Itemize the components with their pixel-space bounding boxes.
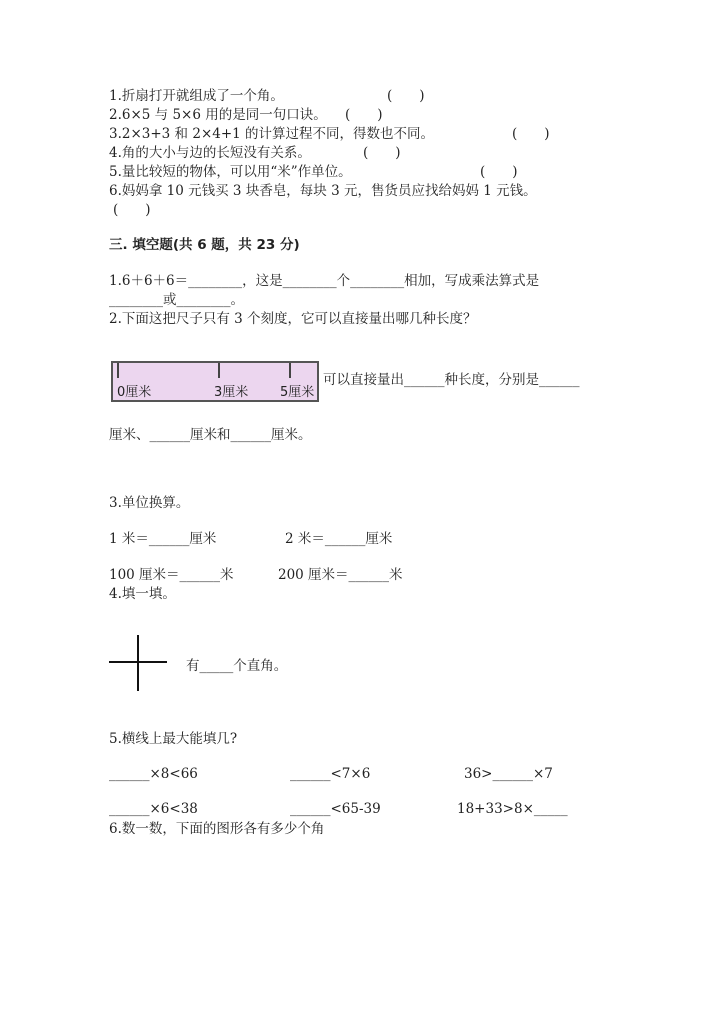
fill-q5-a: ______×8<66 xyxy=(109,766,198,782)
fill-q6: 6.数一数，下面的图形各有多少个角 xyxy=(109,821,325,837)
fill-q5-b: ______<7×6 xyxy=(290,766,371,782)
fill-q1-line1: 1.6＋6＋6＝________，这是________个________相加，写成乘法算式是 xyxy=(109,273,540,289)
fill-q5-c: 36>______×7 xyxy=(464,766,553,782)
judge-q5: 5.量比较短的物体，可以用“米”作单位。 xyxy=(109,164,352,180)
fill-q5-e: ______<65-39 xyxy=(290,801,381,817)
cross-vertical-line xyxy=(137,635,139,691)
fill-q5-f: 18+33>8×_____ xyxy=(457,801,568,817)
judge-q2: 2.6×5 与 5×6 用的是同一句口诀。 xyxy=(109,107,327,123)
ruler-label: 5厘米 xyxy=(280,385,315,400)
ruler-label: 3厘米 xyxy=(214,385,249,400)
fill-q4-text: 有_____个直角。 xyxy=(186,658,288,674)
judge-q1: 1.折扇打开就组成了一个角。 xyxy=(109,88,284,104)
fill-q2-right: 可以直接量出______种长度，分别是______ xyxy=(323,372,580,388)
judge-q3: 3.2×3+3 和 2×4+1 的计算过程不同，得数也不同。 xyxy=(109,126,435,142)
judge-q6-paren: ( ) xyxy=(113,202,151,218)
judge-q2-paren: ( ) xyxy=(345,107,383,123)
ruler-tick xyxy=(289,363,291,378)
fill-q3-c: 100 厘米＝______米 xyxy=(109,567,234,583)
fill-q5: 5.横线上最大能填几? xyxy=(109,731,238,747)
fill-q2-line2: 厘米、______厘米和______厘米。 xyxy=(109,427,312,443)
fill-q5-d: ______×6<38 xyxy=(109,801,198,817)
fill-q1-line2: ________或________。 xyxy=(109,292,244,308)
judge-q1-paren: ( ) xyxy=(387,88,425,104)
fill-q4: 4.填一填。 xyxy=(109,586,176,602)
fill-q3-d: 200 厘米＝______米 xyxy=(278,567,403,583)
judge-q3-paren: ( ) xyxy=(512,126,550,142)
fill-q3-a: 1 米＝______厘米 xyxy=(109,531,217,547)
ruler-label: 0厘米 xyxy=(117,385,152,400)
judge-q4-paren: ( ) xyxy=(363,145,401,161)
ruler-tick xyxy=(117,363,119,378)
fill-q2: 2.下面这把尺子只有 3 个刻度，它可以直接量出哪几种长度？ xyxy=(109,311,477,327)
section3-title: 三. 填空题(共 6 题，共 23 分) xyxy=(109,237,300,253)
judge-q4: 4.角的大小与边的长短没有关系。 xyxy=(109,145,311,161)
judge-q5-paren: ( ) xyxy=(480,164,518,180)
fill-q3: 3.单位换算。 xyxy=(109,495,190,511)
ruler xyxy=(111,361,319,402)
judge-q6: 6.妈妈拿 10 元钱买 3 块香皂，每块 3 元，售货员应找给妈妈 1 元钱。 xyxy=(109,183,537,199)
fill-q3-b: 2 米＝______厘米 xyxy=(285,531,393,547)
ruler-tick xyxy=(218,363,220,378)
